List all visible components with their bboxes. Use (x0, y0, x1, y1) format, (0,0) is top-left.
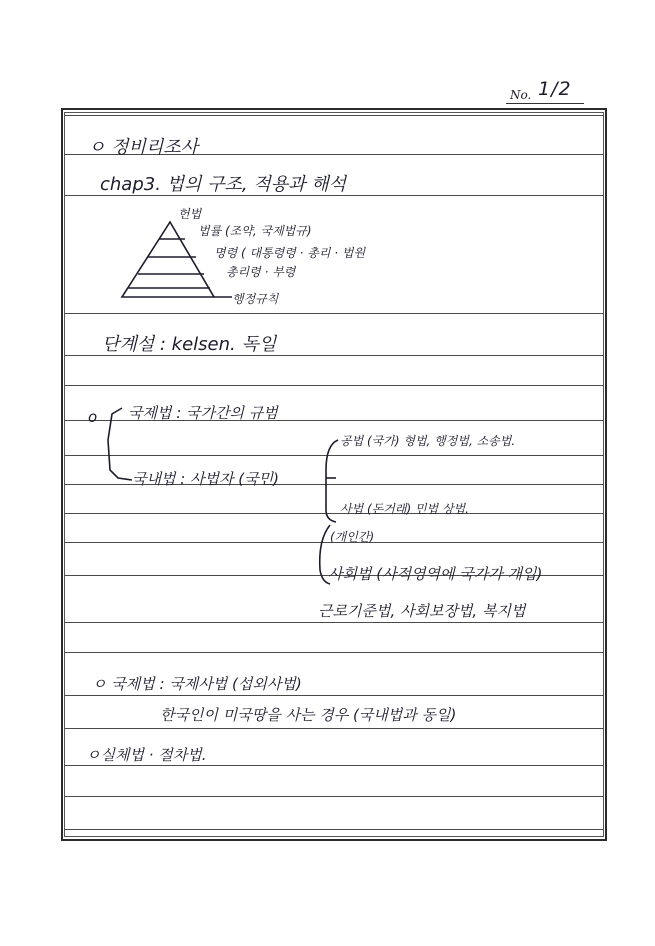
page-number-value: 1/2 (538, 78, 572, 100)
topic-heading: ㅇ 정비리조사 (88, 137, 199, 158)
ruled-line (65, 513, 603, 514)
stage-theory-note: 단계설 : kelsen. 독일 (102, 334, 277, 355)
chapter-title: chap3. 법의 구조, 적용과 해석 (100, 174, 347, 195)
private-law-note: 사법 (돈거래) 민법 상법. (340, 502, 469, 516)
pyramid-constitution: 헌법 (178, 207, 202, 221)
international-law-note: 국제법 : 국가간의 규범 (128, 404, 278, 422)
public-law-note: 공법 (국가) 형법, 행정법, 소송법. (340, 434, 516, 448)
pyramid-order-line2: 총리령 · 부령 (226, 265, 296, 279)
ruled-line (65, 829, 603, 830)
social-law-note: 사회법 (사적영역에 국가가 개입) (328, 565, 543, 583)
international-private-law-note: ㅇ 국제법 : 국제사법 (섭외사법) (92, 675, 302, 693)
ruled-line (65, 115, 603, 116)
ruled-line (65, 313, 603, 314)
page-number-underline (506, 103, 584, 104)
pyramid-admin-rule: 행정규칙 (232, 292, 279, 306)
ruled-line (65, 652, 603, 653)
pyramid-statute: 법률 (조약, 국제법규) (198, 224, 312, 238)
ruled-line (65, 695, 603, 696)
procedural-law-note: ㅇ실체법 · 절차법. (86, 746, 207, 764)
ruled-line (65, 796, 603, 797)
individual-note: (개인간) (330, 530, 375, 544)
page-number (506, 78, 586, 106)
ruled-line (65, 728, 603, 729)
ruled-line (65, 622, 603, 623)
domestic-law-note: 국내법 : 사법자 (국민) (132, 470, 279, 488)
page-number-label: No. (510, 88, 532, 102)
bullet-circle: o (88, 408, 98, 426)
social-law-examples: 근로기준법, 사회보장법, 복지법 (318, 602, 526, 620)
ruled-line (65, 765, 603, 766)
ruled-line (65, 385, 603, 386)
international-private-law-example: 한국인이 미국땅을 사는 경우 (국내법과 동일) (160, 706, 457, 724)
ruled-line (65, 455, 603, 456)
pyramid-order-line1: 명령 ( 대통령령 · 총리 · 법원 (214, 246, 366, 260)
